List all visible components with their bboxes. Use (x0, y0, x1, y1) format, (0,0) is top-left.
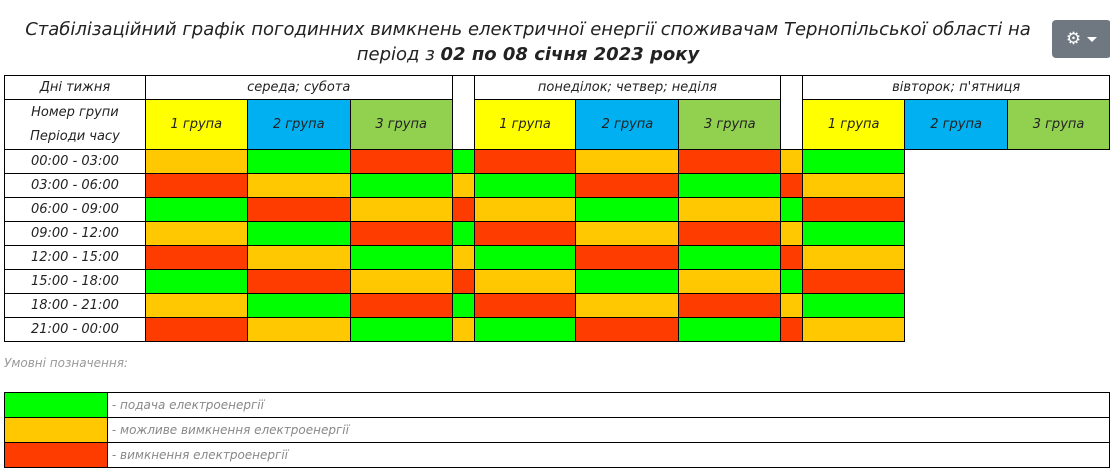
time-period-cell: 15:00 - 18:00 (5, 270, 146, 294)
caret-down-icon (1087, 37, 1097, 42)
group-number-label: Номер групи (5, 100, 146, 125)
status-cell (452, 150, 474, 174)
legend-text: - подача електроенергії (107, 393, 1109, 418)
status-cell (247, 318, 350, 342)
status-cell (781, 270, 803, 294)
status-cell (247, 198, 350, 222)
time-periods-label: Періоди часу (5, 125, 146, 150)
day-group-header: вівторок; п'ятниця (803, 76, 1110, 100)
table-row (5, 174, 1110, 198)
status-cell (474, 270, 576, 294)
status-cell (474, 150, 576, 174)
status-cell (803, 150, 905, 174)
status-cell (474, 294, 576, 318)
table-row (5, 294, 1110, 318)
status-cell (247, 222, 350, 246)
table-row (5, 270, 1110, 294)
status-cell (247, 270, 350, 294)
legend-item (5, 393, 1110, 418)
status-cell (145, 270, 247, 294)
status-cell (679, 150, 781, 174)
status-cell (803, 174, 905, 198)
status-cell (679, 294, 781, 318)
status-cell (452, 294, 474, 318)
status-cell (474, 198, 576, 222)
group-header-1: 1 група (803, 100, 905, 150)
status-cell (803, 294, 905, 318)
time-period-cell: 12:00 - 15:00 (5, 246, 146, 270)
status-cell (803, 270, 905, 294)
legend-item (5, 443, 1110, 468)
status-cell (576, 198, 679, 222)
title-period-dates: 02 по 08 січня 2023 року (440, 44, 700, 65)
status-cell (145, 150, 247, 174)
status-cell (350, 246, 452, 270)
status-cell (474, 246, 576, 270)
legend-caption: Умовні позначення: (4, 356, 128, 370)
group-header-2: 2 група (905, 100, 1008, 150)
group-header-1: 1 група (474, 100, 576, 150)
status-cell (145, 222, 247, 246)
status-cell (781, 198, 803, 222)
table-row (5, 222, 1110, 246)
status-cell (452, 198, 474, 222)
status-cell (350, 270, 452, 294)
status-cell (474, 174, 576, 198)
page-title (0, 17, 1056, 67)
status-cell (803, 246, 905, 270)
time-period-cell: 09:00 - 12:00 (5, 222, 146, 246)
status-cell (350, 198, 452, 222)
time-period-cell: 21:00 - 00:00 (5, 318, 146, 342)
status-cell (803, 198, 905, 222)
status-cell (145, 198, 247, 222)
group-header-2: 2 група (247, 100, 350, 150)
legend-text: - вимкнення електроенергії (107, 443, 1109, 468)
status-cell (350, 318, 452, 342)
status-cell (576, 294, 679, 318)
status-cell (679, 270, 781, 294)
status-cell (781, 174, 803, 198)
day-group-header: понеділок; четвер; неділя (474, 76, 781, 100)
status-cell (452, 174, 474, 198)
status-cell (145, 318, 247, 342)
column-spacer (452, 76, 474, 150)
group-header-3: 3 група (350, 100, 452, 150)
status-cell (350, 174, 452, 198)
status-cell (679, 318, 781, 342)
legend-table (4, 392, 1110, 468)
time-period-cell: 06:00 - 09:00 (5, 198, 146, 222)
status-cell (576, 174, 679, 198)
status-cell (452, 318, 474, 342)
legend-swatch (5, 418, 108, 443)
table-row (5, 198, 1110, 222)
day-group-header: середа; субота (145, 76, 452, 100)
table-row (5, 246, 1110, 270)
status-cell (145, 246, 247, 270)
time-period-cell: 18:00 - 21:00 (5, 294, 146, 318)
status-cell (452, 222, 474, 246)
group-header-3: 3 група (1008, 100, 1110, 150)
status-cell (679, 222, 781, 246)
settings-dropdown-button[interactable] (1052, 20, 1110, 58)
status-cell (781, 294, 803, 318)
legend-swatch (5, 393, 108, 418)
group-header-3: 3 група (679, 100, 781, 150)
status-cell (803, 222, 905, 246)
status-cell (576, 150, 679, 174)
status-cell (803, 318, 905, 342)
status-cell (145, 174, 247, 198)
status-cell (576, 318, 679, 342)
status-cell (679, 174, 781, 198)
gear-icon: ⚙ (1065, 28, 1082, 49)
status-cell (452, 270, 474, 294)
status-cell (350, 294, 452, 318)
time-period-cell: 03:00 - 06:00 (5, 174, 146, 198)
status-cell (679, 246, 781, 270)
title-period-prefix: період з (356, 44, 441, 65)
days-of-week-label: Дні тижня (5, 76, 146, 100)
status-cell (247, 246, 350, 270)
legend-text: - можливе вимкнення електроенергії (107, 418, 1109, 443)
legend-swatch (5, 443, 108, 468)
status-cell (247, 294, 350, 318)
status-cell (474, 222, 576, 246)
status-cell (247, 174, 350, 198)
schedule-table (4, 75, 1110, 342)
status-cell (474, 318, 576, 342)
status-cell (679, 198, 781, 222)
status-cell (781, 222, 803, 246)
table-row (5, 318, 1110, 342)
status-cell (247, 150, 350, 174)
group-header-1: 1 група (145, 100, 247, 150)
status-cell (576, 222, 679, 246)
status-cell (350, 150, 452, 174)
table-row (5, 150, 1110, 174)
status-cell (781, 318, 803, 342)
time-period-cell: 00:00 - 03:00 (5, 150, 146, 174)
status-cell (576, 246, 679, 270)
status-cell (350, 222, 452, 246)
status-cell (781, 246, 803, 270)
legend-item (5, 418, 1110, 443)
status-cell (452, 246, 474, 270)
status-cell (145, 294, 247, 318)
group-header-2: 2 група (576, 100, 679, 150)
column-spacer (781, 76, 803, 150)
status-cell (576, 270, 679, 294)
status-cell (781, 150, 803, 174)
title-main: Стабілізаційний графік погодинних вимкнень електричної енергії споживачам Тернопільської області на (25, 19, 1031, 40)
